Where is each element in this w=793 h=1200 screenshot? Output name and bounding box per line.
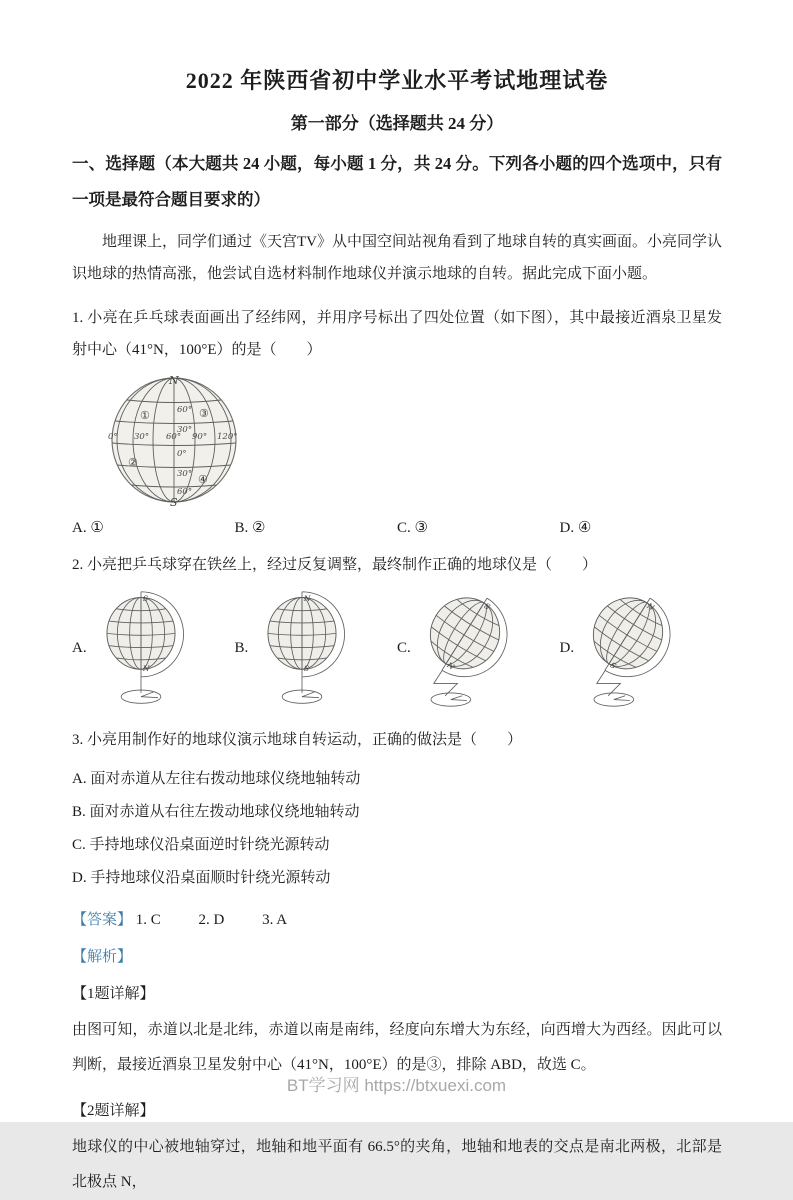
q2-globe-bottom-pole-label: N [445,660,456,672]
q1-option-a-value: ① [90,520,104,536]
detail-2-text: 地球仪的中心被地轴穿过，地轴和地平面有 66.5°的夹角，地轴和地表的交点是南北两极，北部是北极点 N， [72,1139,722,1190]
q2-globe-top-pole-label: S [142,594,148,604]
q1-options-row [72,518,722,537]
latitude-label-60n: 60° [177,405,193,415]
position-marker-3: ③ [199,407,209,420]
answer-line [72,908,722,929]
q1-option-b-label: B. [234,520,249,536]
q3-option-c: C. 手持地球仪沿桌面逆时针绕光源转动 [72,837,330,853]
latitude-label-0: 0° [177,449,187,459]
q1-globe-figure [82,370,722,510]
q2-option-globe-A [72,585,235,712]
answer-item-1: 1. C [135,912,161,928]
q1-option-a [72,518,235,537]
q2-globe-drawing-c [413,585,517,712]
q1-option-d-label: D. [559,520,575,536]
latitude-label-30s: 30° [177,469,193,479]
question-1-text: 1. 小亮在乒乓球表面画出了经纬网，并用序号标出了四处位置（如下图），其中最接近酒泉卫星发射中心（41°N，100°E）的是（ ） [72,310,722,358]
q2-option-globe-D [560,585,723,712]
longitude-label-90: 90° [192,432,208,442]
detail-2-heading: 【2题详解】 [72,1103,155,1119]
analysis-tag: 【解析】 [72,949,133,965]
longitude-label-60: 60° [166,432,182,442]
question-2-text: 2. 小亮把乒乓球穿在铁丝上，经过反复调整，最终制作正确的地球仪是（ ） [72,557,598,573]
q1-option-d [560,518,723,537]
position-marker-2: ② [128,456,138,469]
longitude-label-0: 0° [108,432,118,442]
q1-option-a-label: A. [72,520,87,536]
q2-globe-bottom-pole-label: N [142,664,150,674]
longitude-label-120: 120° [217,432,238,442]
q1-option-c-value: ③ [414,520,428,536]
answer-item-3: 3. A [262,912,288,928]
position-marker-4: ④ [198,473,208,486]
q2-option-globe-B [235,585,398,712]
q2-globe-drawing-a [89,585,193,712]
page-title: 2022 年陕西省初中学业水平考试地理试卷 [185,68,609,93]
q2-globe-bottom-pole-label: S [304,664,310,674]
q2-globe-bottom-pole-label: S [608,660,618,671]
part-subtitle: 第一部分（选择题共 24 分） [290,114,504,133]
q2-option-label: B. [234,640,249,656]
footer-site-link[interactable]: BT学习网 https://btxuexi.com [286,1076,507,1095]
q3-option-a: A. 面对赤道从左往右拨动地球仪绕地轴转动 [72,771,361,787]
question-3-text: 3. 小亮用制作好的地球仪演示地球自转运动，正确的做法是（ ） [72,732,523,748]
q2-globe-top-pole-label: S [482,601,492,612]
south-pole-label: S [170,496,178,509]
q2-globe-drawing-d [576,585,680,712]
north-pole-label: N [169,374,179,387]
position-marker-1: ① [140,409,150,422]
latitude-label-30n: 30° [177,425,193,435]
latitude-label-60s: 60° [177,487,193,497]
answer-item-2: 2. D [198,912,225,928]
q3-option-b: B. 面对赤道从右往左拨动地球仪绕地轴转动 [72,804,360,820]
q2-option-label: A. [72,640,87,656]
q2-option-label: D. [559,640,575,656]
q2-globe-top-pole-label: N [645,601,657,613]
intro-paragraph: 地理课上，同学们通过《天宫TV》从中国空间站视角看到了地球自转的真实画面。小亮同学认识地球的热情高涨，他尝试自选材料制作地球仪并演示地球的自转。据此完成下面小题。 [72,234,722,282]
q2-option-label: C. [397,640,411,656]
answer-tag: 【答案】 [72,912,133,928]
q1-option-c [397,518,560,537]
section-heading: 一、选择题（本大题共 24 小题，每小题 1 分，共 24 分。下列各小题的四个选项中，只有一项是最符合题目要求的） [72,154,722,209]
q1-option-b-value: ② [252,520,266,536]
q1-option-c-label: C. [397,520,411,536]
longitude-label-30: 30° [134,432,150,442]
detail-1-text: 由图可知，赤道以北是北纬，赤道以南是南纬，经度向东增大为东经，向西增大为西经。因此可以判断，最接近酒泉卫星发射中心（41°N，100°E）的是③，排除 ABD，故选 C。 [72,1022,722,1073]
globe-graticule-drawing [82,370,287,510]
detail-1-heading: 【1题详解】 [72,986,155,1002]
q1-option-d-value: ④ [577,520,592,536]
q1-option-b [235,518,398,537]
q2-globe-top-pole-label: N [304,594,311,604]
q3-option-d: D. 手持地球仪沿桌面顺时针绕光源转动 [72,870,331,886]
q2-option-globe-C [397,585,560,712]
q2-figure-row [72,585,722,712]
q2-globe-drawing-b [250,585,354,712]
